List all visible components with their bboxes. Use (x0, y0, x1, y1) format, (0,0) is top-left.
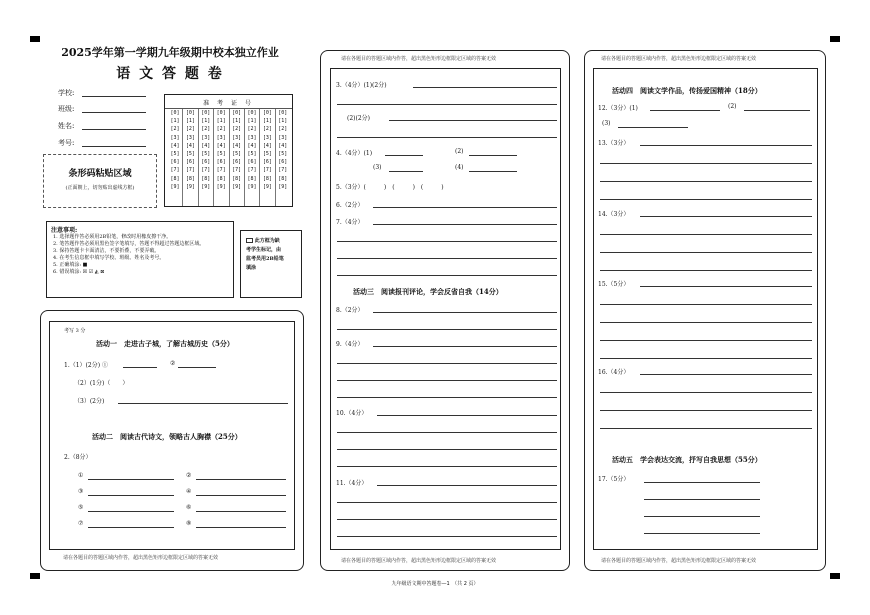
panel-hint: 请在各题目的答题区域内作答，超出黑色矩形边框限定区域的答案无效 (601, 558, 757, 564)
absent-line: 监考员用2B铅笔 (246, 256, 284, 262)
exam-id-bubble[interactable]: [9] (247, 183, 257, 190)
exam-id-bubble[interactable]: [2] (216, 126, 226, 133)
answer-line[interactable] (600, 358, 812, 359)
exam-id-column (276, 109, 290, 191)
answer-line[interactable] (600, 410, 812, 411)
answer-box-2 (330, 68, 561, 550)
q2-blank-line[interactable] (88, 527, 174, 528)
page-footer: 九年级语文期中答题卷—1 （共 2 页） (391, 581, 479, 587)
notice-item: 4. 在考生信息框中填写学校、班级、姓名及考号。 (53, 255, 165, 261)
exam-id-bubble[interactable]: [4] (278, 142, 288, 149)
exam-id-bubble[interactable]: [2] (201, 126, 211, 133)
exam-id-label: 准 考 证 号 (203, 100, 254, 107)
exam-id-bubble[interactable]: [6] (185, 159, 195, 166)
exam-id-bubble[interactable]: [0] (170, 110, 180, 116)
exam-id-bubble[interactable]: [6] (262, 159, 272, 166)
exam-id-column (260, 109, 274, 191)
exam-id-bubble[interactable]: [1] (170, 118, 180, 125)
answer-line[interactable] (337, 502, 557, 503)
exam-id-bubble[interactable]: [5] (232, 151, 242, 158)
answer-panel-3 (584, 50, 826, 571)
q1-3-blank[interactable] (118, 403, 288, 404)
q2-blank-label: ⑦ (78, 520, 84, 527)
exam-id-bubble[interactable]: [1] (201, 118, 211, 125)
panel-hint: 请在各题目的答题区域内作答，超出黑色矩形边框限定区域的答案无效 (601, 56, 757, 62)
q12-label: 12.（3分）(1) (598, 105, 638, 112)
activity-3-heading: 活动三 阅读报刊评论，学会反省自我（14分） (353, 287, 503, 296)
exam-id-bubble[interactable]: [8] (232, 175, 242, 182)
exam-id-bubble[interactable]: [9] (201, 183, 211, 190)
q2-blank-label: ② (186, 472, 192, 479)
answer-line[interactable] (337, 275, 557, 276)
activity-5-heading: 活动五 学会表达交流，抒写自我思想（55分） (612, 455, 762, 464)
barcode-title: 条形码粘贴区域 (68, 169, 132, 179)
exam-id-bubble[interactable]: [0] (262, 110, 272, 116)
wrong-marks-icon: ☒ ☑ ◭ ⊠ (82, 269, 105, 275)
answer-line[interactable] (373, 224, 557, 225)
exam-id-bubble[interactable]: [9] (262, 183, 272, 190)
exam-id-bubble[interactable]: [0] (247, 110, 257, 116)
q9-label: 9.（4分） (336, 341, 364, 348)
q2-blank-label: ④ (186, 488, 192, 495)
q2-blank-line[interactable] (88, 479, 174, 480)
q4-label: 4.（4分）(1) (336, 150, 373, 157)
answer-line[interactable] (600, 392, 812, 393)
exam-id-bubble[interactable]: [9] (216, 183, 226, 190)
answer-box-1 (49, 321, 295, 550)
registration-mark (30, 36, 40, 42)
notice-item: 5. 正确填涂: ■ (53, 262, 88, 268)
exam-id-bubble[interactable]: [4] (185, 142, 195, 149)
q2-blank-line[interactable] (196, 479, 286, 480)
exam-id-bubble[interactable]: [2] (247, 126, 257, 133)
registration-mark (30, 573, 40, 579)
q11-label: 11.（4分） (336, 480, 368, 487)
answer-line[interactable] (385, 155, 423, 156)
exam-id-bubble[interactable]: [0] (278, 110, 288, 116)
exam-id-bubble[interactable]: [3] (185, 134, 195, 141)
notice-box (46, 221, 234, 298)
exam-id-bubble[interactable]: [6] (247, 159, 257, 166)
answer-line[interactable] (600, 234, 812, 235)
exam-id-bubble[interactable]: [8] (185, 175, 195, 182)
exam-id-bubble[interactable]: [5] (278, 151, 288, 158)
name-label: 姓名: (58, 122, 75, 130)
notice-item: 2. 笔答题作答必须用黑色签字笔填写，答题不得超过答题边框区域。 (53, 241, 205, 247)
exam-id-bubble[interactable]: [1] (278, 118, 288, 125)
q6-label: 6.（2分） (336, 202, 364, 209)
exam-id-bubble[interactable]: [0] (201, 110, 211, 116)
q2-blank-label: ① (78, 472, 84, 479)
answer-line[interactable] (640, 374, 812, 375)
exam-id-bubble[interactable]: [0] (185, 110, 195, 116)
answer-line[interactable] (337, 258, 557, 259)
q1-2-label: （2）(1分)（ ） (74, 380, 129, 387)
answer-line[interactable] (618, 127, 688, 128)
q5-label: 5.（3分）( ) ( ) ( ) (336, 184, 444, 191)
exam-id-bubble[interactable]: [4] (232, 142, 242, 149)
q8-label: 8.（2分） (336, 307, 364, 314)
exam-id-bubble[interactable]: [1] (216, 118, 226, 125)
exam-id-bubble[interactable]: [2] (232, 126, 242, 133)
page-subtitle: 语 文 答 题 卷 (116, 66, 224, 82)
exam-id-bubble[interactable]: [7] (216, 167, 226, 174)
exam-id-bubble[interactable]: [3] (170, 134, 180, 141)
answer-line[interactable] (377, 415, 557, 416)
exam-id-column (230, 109, 244, 191)
answer-line[interactable] (373, 346, 557, 347)
answer-line[interactable] (644, 533, 760, 534)
absent-box (240, 230, 302, 298)
exam-id-bubble[interactable]: [5] (201, 151, 211, 158)
answer-line[interactable] (377, 485, 557, 486)
q2-blank-line[interactable] (196, 495, 286, 496)
answer-line[interactable] (389, 120, 557, 121)
exam-id-bubble[interactable]: [5] (185, 151, 195, 158)
answer-box-3 (593, 68, 818, 550)
page-title: 2025学年第一学期九年级期中校本独立作业 (61, 46, 279, 59)
answer-line[interactable] (640, 145, 812, 146)
q2-blank-label: ⑧ (186, 520, 192, 527)
exam-id-bubble[interactable]: [7] (185, 167, 195, 174)
q1-1b-label: ② (170, 360, 176, 367)
exam-id-bubble[interactable]: [5] (262, 151, 272, 158)
exam-id-bubble[interactable]: [2] (185, 126, 195, 133)
q4-4-label: (4) (455, 164, 464, 171)
answer-line[interactable] (600, 270, 812, 271)
exam-id-bubble[interactable]: [1] (262, 118, 272, 125)
answer-line[interactable] (337, 363, 557, 364)
q2-blank-label: ③ (78, 488, 84, 495)
exam-id-bubble[interactable]: [7] (232, 167, 242, 174)
exam-id-bubble[interactable]: [7] (170, 167, 180, 174)
q2-label: 2.（8分） (64, 454, 92, 461)
school-label: 学校: (58, 89, 75, 97)
q1-1b-blank[interactable] (178, 367, 216, 368)
exam-id-bubble[interactable]: [8] (201, 175, 211, 182)
answer-line[interactable] (373, 312, 557, 313)
notice-item: 1. 选择题作答必须用2B铅笔，修改时用橡皮擦干净。 (53, 234, 172, 240)
registration-mark (830, 573, 840, 579)
exam-id-bubble[interactable]: [5] (247, 151, 257, 158)
answer-line[interactable] (337, 449, 557, 450)
exam-no-label: 考号: (58, 139, 75, 147)
exam-id-bubble[interactable]: [9] (185, 183, 195, 190)
q13-label: 13.（3分） (598, 140, 630, 147)
exam-id-bubble[interactable]: [3] (262, 134, 272, 141)
q16-label: 16.（4分） (598, 369, 630, 376)
exam-id-bubble[interactable]: [8] (216, 175, 226, 182)
exam-id-bubble[interactable]: [8] (247, 175, 257, 182)
answer-line[interactable] (640, 216, 812, 217)
absent-checkbox[interactable] (246, 238, 253, 243)
notice-list (53, 234, 231, 276)
q2-blank-line[interactable] (196, 511, 286, 512)
answer-line[interactable] (337, 519, 557, 520)
q7-label: 7.（4分） (336, 219, 364, 226)
exam-id-bubble[interactable]: [8] (262, 175, 272, 182)
q3-2-label: (2)(2分) (347, 115, 370, 122)
exam-id-bubble[interactable]: [4] (216, 142, 226, 149)
q14-label: 14.（3分） (598, 211, 630, 218)
exam-id-bubble[interactable]: [3] (278, 134, 288, 141)
q15-label: 15.（5分） (598, 281, 630, 288)
answer-line[interactable] (644, 516, 760, 517)
answer-line[interactable] (469, 155, 517, 156)
exam-id-bubble[interactable]: [2] (262, 126, 272, 133)
notice-item: 6. 错误填涂: ☒ ☑ ◭ ⊠ (53, 269, 105, 275)
exam-id-bubble[interactable]: [5] (170, 151, 180, 158)
answer-line[interactable] (469, 171, 517, 172)
q12-3-label: (3) (602, 120, 611, 127)
answer-line[interactable] (337, 329, 557, 330)
q4-2-label: (2) (455, 148, 464, 155)
answer-line[interactable] (337, 137, 557, 138)
exam-id-bubble[interactable]: [8] (170, 175, 180, 182)
barcode-area (43, 154, 157, 208)
answer-line[interactable] (373, 207, 557, 208)
answer-line[interactable] (600, 428, 812, 429)
exam-id-column (214, 109, 228, 191)
q17-label: 17.（5分） (598, 476, 630, 483)
exam-id-bubble[interactable]: [9] (232, 183, 242, 190)
exam-id-bubble[interactable]: [1] (247, 118, 257, 125)
exam-id-bubble[interactable]: [7] (247, 167, 257, 174)
barcode-note: (正面朝上，切勿贴出虚线方框) (65, 185, 135, 191)
answer-panel-1 (40, 310, 304, 571)
answer-line[interactable] (600, 252, 812, 253)
panel-hint: 请在各题目的答题区域内作答，超出黑色矩形边框限定区域的答案无效 (341, 56, 497, 62)
name-field[interactable] (82, 129, 146, 130)
exam-id-bubble[interactable]: [4] (170, 142, 180, 149)
answer-line[interactable] (389, 171, 423, 172)
exam-id-bubble[interactable]: [3] (232, 134, 242, 141)
exam-id-bubble[interactable]: [8] (278, 175, 288, 182)
exam-id-bubble[interactable]: [3] (201, 134, 211, 141)
answer-line[interactable] (337, 432, 557, 433)
answer-line[interactable] (337, 536, 557, 537)
score-label: 考写 3 分 (64, 328, 86, 334)
class-field[interactable] (82, 112, 146, 113)
exam-id-bubble[interactable]: [6] (170, 159, 180, 166)
exam-id-bubble[interactable]: [3] (247, 134, 257, 141)
exam-no-field[interactable] (82, 146, 146, 147)
exam-id-bubble[interactable]: [5] (216, 151, 226, 158)
exam-id-column (183, 109, 197, 191)
q1-1a-blank[interactable] (123, 367, 157, 368)
exam-id-bubble[interactable]: [1] (185, 118, 195, 125)
class-label: 班级: (58, 105, 75, 113)
absent-line: 填涂 (246, 265, 257, 271)
exam-id-bubble[interactable]: [2] (278, 126, 288, 133)
q4-3-label: (3) (373, 164, 382, 171)
q10-label: 10.（4分） (336, 410, 368, 417)
exam-id-bubble[interactable]: [0] (232, 110, 242, 116)
answer-line[interactable] (600, 163, 812, 164)
q2-blank-label: ⑤ (78, 504, 84, 511)
exam-id-bubble[interactable]: [7] (201, 167, 211, 174)
answer-line[interactable] (600, 304, 812, 305)
answer-line[interactable] (337, 397, 557, 398)
q2-blank-label: ⑥ (186, 504, 192, 511)
panel-hint: 请在各题目的答题区域内作答，超出黑色矩形边框限定区域的答案无效 (63, 555, 219, 561)
exam-id-bubble[interactable]: [0] (216, 110, 226, 116)
exam-id-bubble[interactable]: [4] (247, 142, 257, 149)
exam-id-bubble[interactable]: [9] (170, 183, 180, 190)
answer-line[interactable] (600, 181, 812, 182)
registration-mark (830, 36, 840, 42)
answer-line[interactable] (337, 104, 557, 105)
answer-line[interactable] (744, 110, 810, 111)
exam-id-bubble[interactable]: [3] (216, 134, 226, 141)
exam-id-bubble[interactable]: [9] (278, 183, 288, 190)
q2-blank-line[interactable] (88, 511, 174, 512)
q2-blank-line[interactable] (88, 495, 174, 496)
absent-line: 此方框为缺 (246, 237, 284, 246)
q1-3-label: （3）(2分) (74, 398, 105, 405)
activity-2-heading: 活动二 阅读古代诗文，领略古人胸襟（25分） (92, 432, 242, 441)
answer-line[interactable] (337, 466, 557, 467)
answer-line[interactable] (600, 199, 812, 200)
exam-id-bubble[interactable]: [7] (262, 167, 272, 174)
exam-id-grid (164, 94, 293, 207)
exam-id-bubble[interactable]: [7] (278, 167, 288, 174)
exam-id-bubble[interactable]: [6] (201, 159, 211, 166)
exam-id-bubble[interactable]: [6] (216, 159, 226, 166)
activity-4-heading: 活动四 阅读文学作品，传扬爱国精神（18分） (612, 86, 762, 95)
exam-id-bubble[interactable]: [1] (232, 118, 242, 125)
q2-blank-line[interactable] (196, 527, 286, 528)
answer-line[interactable] (337, 241, 557, 242)
panel-hint: 请在各题目的答题区域内作答，超出黑色矩形边框限定区域的答案无效 (341, 558, 497, 564)
answer-line[interactable] (413, 87, 557, 88)
activity-1-heading: 活动一 走进古子城，了解古城历史（5分） (96, 339, 234, 348)
q3-1-label: 3.（4分）(1)(2分) (336, 82, 387, 89)
q12-2-label: (2) (728, 103, 737, 110)
answer-line[interactable] (337, 380, 557, 381)
exam-id-bubble[interactable]: [2] (170, 126, 180, 133)
exam-id-column (245, 109, 259, 191)
answer-panel-2 (320, 50, 570, 571)
answer-line[interactable] (644, 482, 760, 483)
answer-line[interactable] (600, 322, 812, 323)
answer-line[interactable] (644, 499, 760, 500)
exam-id-bubble[interactable]: [4] (262, 142, 272, 149)
exam-id-bubble[interactable]: [6] (278, 159, 288, 166)
answer-line[interactable] (600, 340, 812, 341)
q1-1-label: 1.（1）(2分) ① (64, 362, 108, 369)
exam-id-column (168, 109, 182, 191)
school-field[interactable] (82, 96, 146, 97)
notice-item: 3. 保持答题卡卡面清洁，不要折叠，不要弄破。 (53, 248, 160, 254)
correct-mark-icon: ■ (82, 262, 88, 268)
answer-line[interactable] (650, 110, 720, 111)
exam-id-column (199, 109, 213, 191)
exam-id-bubble[interactable]: [4] (201, 142, 211, 149)
exam-id-bubble[interactable]: [6] (232, 159, 242, 166)
answer-line[interactable] (640, 286, 812, 287)
notice-title: 注意事项: (51, 227, 78, 234)
absent-line: 考学生标记，由 (246, 247, 282, 253)
